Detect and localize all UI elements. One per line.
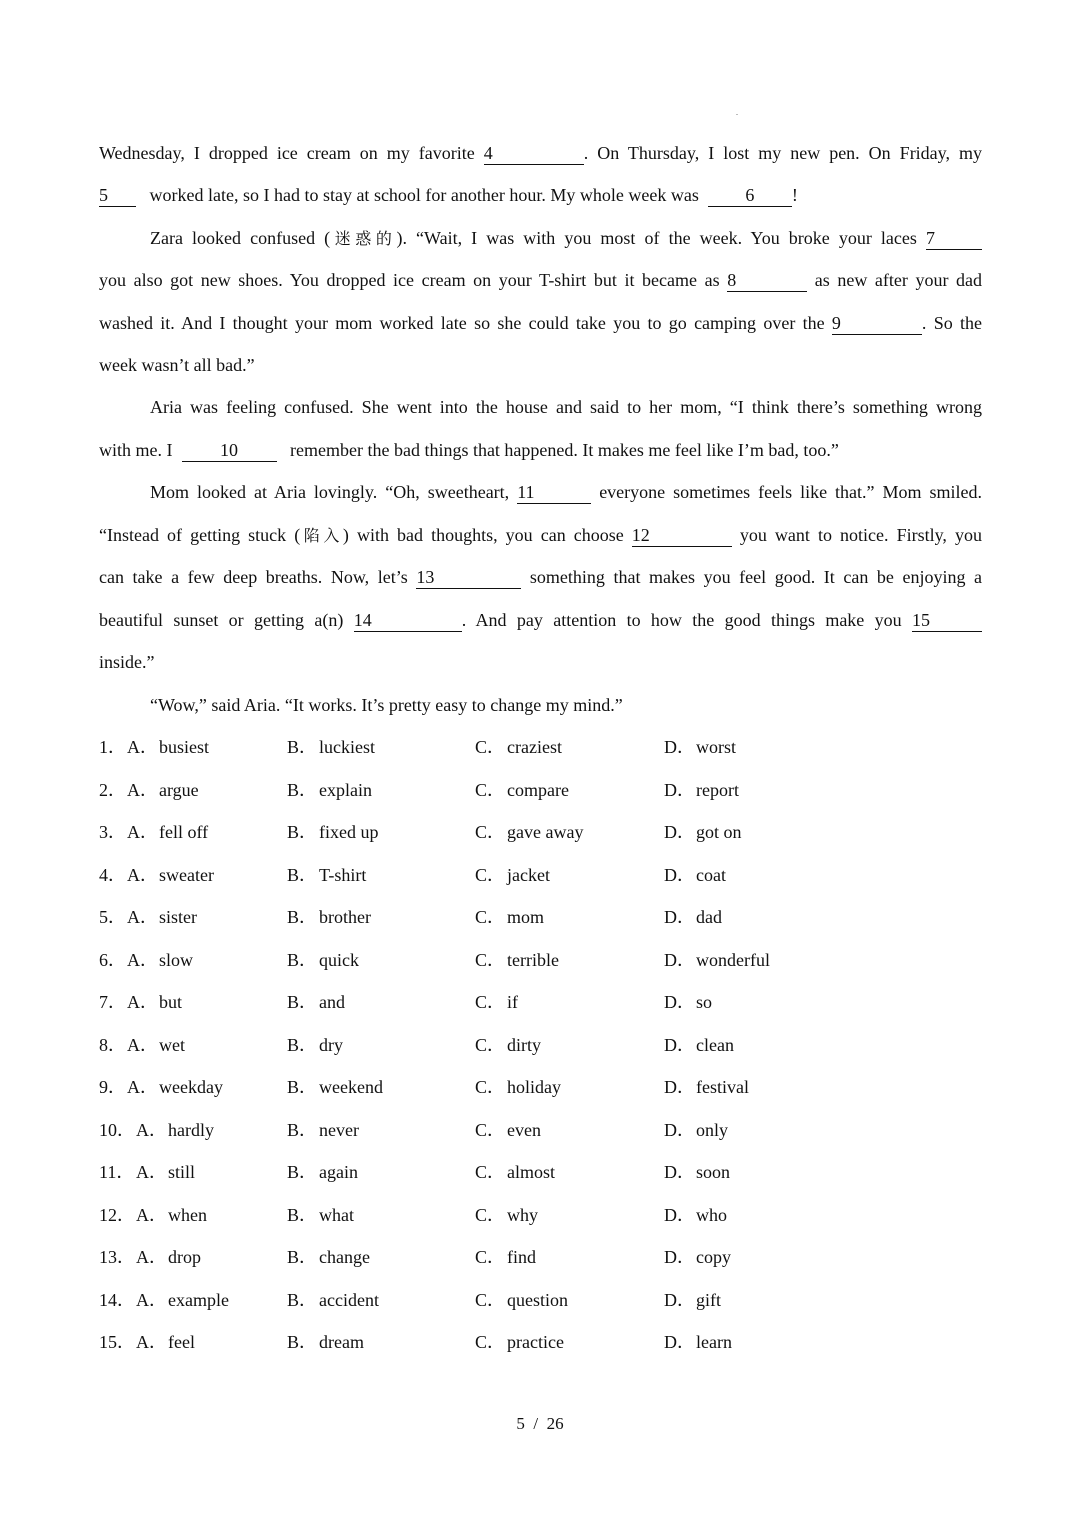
question-row [99,1285,899,1315]
page-total: 26 [546,1414,564,1433]
passage-text: “Instead of getting stuck ( [99,525,301,545]
blank-4: 4 [484,142,584,165]
passage-line-14 [99,690,982,720]
option-letter: D． [664,1162,695,1182]
option-letter: B． [287,1034,318,1055]
passage-text: beautiful sunset or getting a(n) [99,610,344,630]
option-text: fell off [159,822,209,842]
option-text: example [168,1289,229,1310]
option-b[interactable] [287,1200,354,1230]
option-text: coat [696,864,726,885]
option-letter: B． [287,949,318,970]
option-d[interactable] [664,817,742,847]
option-text: festival [696,1077,749,1097]
option-letter: D． [664,1289,695,1310]
option-letter: C． [475,1077,506,1097]
passage-line-12 [99,605,982,635]
option-c[interactable] [475,1200,538,1230]
option-letter: C． [475,1247,506,1267]
option-letter: C． [475,1119,506,1140]
question-row [99,1030,899,1060]
option-text: wet [159,1034,185,1055]
passage-text: washed it. And I thought your mom worked late so she could take you to go camping over the [99,313,825,333]
passage-text: ! [791,185,798,205]
option-text: change [319,1247,370,1267]
option-text: gave away [507,822,584,842]
option-text: explain [319,779,372,800]
option-letter: B． [287,992,318,1012]
passage-text: . And pay attention to how the good things make you [461,610,902,630]
option-letter: A． [127,737,158,757]
option-a[interactable] [136,1157,195,1187]
option-a[interactable] [136,1115,214,1145]
question-number: 5． [99,907,126,927]
passage-line-6 [99,350,982,380]
passage-text: “Wow,” said Aria. “It works. It’s pretty easy to change my mind.” [150,695,623,715]
option-d[interactable] [664,987,712,1017]
option-letter: C． [475,949,506,970]
passage-line-1 [99,138,982,168]
passage-text: something that makes you feel good. It can be enjoying a [529,567,983,587]
option-letter: D． [664,1332,695,1352]
option-b[interactable] [287,1285,379,1315]
option-letter: A． [127,907,158,927]
blank-5: 5 [99,184,136,207]
option-b[interactable] [287,775,372,805]
option-c[interactable] [475,1030,541,1060]
option-d[interactable] [664,1030,734,1060]
option-a[interactable] [127,732,209,762]
option-text: drop [168,1247,201,1267]
option-letter: D． [664,779,695,800]
passage-line-3 [99,223,982,253]
option-d[interactable] [664,1157,730,1187]
option-b[interactable] [287,1115,359,1145]
question-row [99,902,899,932]
option-text: sister [159,907,197,927]
page-footer [0,1410,1080,1438]
option-text: only [696,1119,729,1140]
option-text: find [507,1247,536,1267]
option-d[interactable] [664,1072,749,1102]
passage-text: with me. I [99,440,173,460]
option-b[interactable] [287,1242,370,1272]
option-d[interactable] [664,1327,732,1357]
option-a[interactable] [136,1200,207,1230]
option-b[interactable] [287,987,345,1017]
passage-text: . On Thursday, I lost my new pen. On Friday, my [583,143,983,163]
option-b[interactable] [287,1072,383,1102]
option-letter: C． [475,779,506,800]
passage-line-7 [99,392,982,422]
question-number: 14． [99,1289,135,1310]
option-letter: A． [136,1247,167,1267]
option-c[interactable] [475,1072,561,1102]
question-row [99,732,899,762]
option-text: compare [507,779,569,800]
option-text: weekday [159,1077,223,1097]
option-text: gift [696,1289,721,1310]
passage-text: Aria was feeling confused. She went into the house and said to her mom, “I think there’s something wrong [150,397,982,417]
option-c[interactable] [475,1242,536,1272]
passage-line-2 [99,180,982,210]
option-text: busiest [159,737,210,757]
option-a[interactable] [127,902,197,932]
option-letter: C． [475,992,506,1012]
option-text: clean [696,1034,734,1055]
option-letter: A． [127,949,158,970]
option-letter: C． [475,1162,506,1182]
scan-speck [736,114,738,115]
passage-text: Mom looked at Aria lovingly. “Oh, sweetheart, [150,482,510,502]
passage-line-4 [99,265,982,295]
passage-text: Wednesday, I dropped ice cream on my favorite [99,143,475,163]
option-letter: C． [475,737,506,757]
option-text: got on [696,822,742,842]
option-letter: B． [287,1247,318,1267]
question-row [99,987,899,1017]
blank-8: 8 [727,269,807,292]
passage-text: everyone sometimes feels like that.” Mom smiled. [599,482,983,502]
question-row [99,1072,899,1102]
option-text: dream [319,1332,364,1352]
option-c[interactable] [475,902,544,932]
option-letter: D． [664,1204,695,1225]
blank-10: 10 [182,439,277,462]
question-number: 7． [99,992,126,1012]
option-d[interactable] [664,732,736,762]
option-text: copy [696,1247,731,1267]
option-c[interactable] [475,1115,541,1145]
option-text: learn [696,1332,732,1352]
blank-12: 12 [632,524,732,547]
option-text: and [319,992,345,1012]
option-text: accident [319,1289,379,1310]
option-letter: A． [136,1289,167,1310]
option-text: when [168,1204,207,1225]
option-text: slow [159,949,194,970]
question-row [99,860,899,890]
option-text: but [159,992,183,1012]
option-text: brother [319,907,371,927]
option-text: who [696,1204,727,1225]
option-letter: A． [127,779,158,800]
question-row [99,1157,899,1187]
option-text: dry [319,1034,343,1055]
option-text: sweater [159,864,214,885]
option-text: dad [696,907,722,927]
page-number: 5 [516,1414,525,1433]
question-number: 8． [99,1034,126,1055]
option-text: worst [696,737,736,757]
option-text: never [319,1119,359,1140]
question-number: 12． [99,1204,135,1225]
option-text: what [319,1204,354,1225]
option-letter: D． [664,1077,695,1097]
option-letter: D． [664,992,695,1012]
option-letter: D． [664,1247,695,1267]
option-letter: B． [287,1332,318,1352]
option-letter: D． [664,907,695,927]
blank-15: 15 [912,609,982,632]
passage-line-13 [99,647,982,677]
option-text: still [168,1162,196,1182]
passage-line-8 [99,435,982,465]
option-letter: A． [127,822,158,842]
option-text: why [507,1204,538,1225]
option-letter: B． [287,907,318,927]
option-d[interactable] [664,775,739,805]
option-a[interactable] [127,817,208,847]
option-letter: D． [664,949,695,970]
option-a[interactable] [127,1030,185,1060]
question-number: 6． [99,949,126,970]
option-d[interactable] [664,902,722,932]
option-letter: B． [287,1289,318,1310]
option-b[interactable] [287,902,371,932]
option-d[interactable] [664,1242,731,1272]
option-letter: D． [664,864,695,885]
passage-text: Zara looked confused ( [150,228,331,248]
option-text: wonderful [696,949,770,970]
question-number: 15． [99,1332,135,1352]
option-letter: D． [664,1119,695,1140]
option-letter: C． [475,822,506,842]
option-d[interactable] [664,860,726,890]
option-text: hardly [168,1119,214,1140]
option-d[interactable] [664,1115,728,1145]
passage-text: . So the [921,313,982,333]
option-text: craziest [507,737,562,757]
option-letter: B． [287,737,318,757]
passage-line-9 [99,477,982,507]
question-number: 1． [99,737,126,757]
question-number: 4． [99,864,126,885]
option-a[interactable] [136,1327,195,1357]
passage-line-5 [99,308,982,338]
option-c[interactable] [475,1285,568,1315]
option-letter: A． [136,1162,167,1182]
option-a[interactable] [127,860,214,890]
question-number: 2． [99,779,126,800]
option-text: if [507,992,518,1012]
question-row [99,1327,899,1357]
option-letter: B． [287,1204,318,1225]
option-text: fixed up [319,822,379,842]
option-d[interactable] [664,1285,721,1315]
blank-7: 7 [926,227,982,250]
blank-13: 13 [416,566,521,589]
option-c[interactable] [475,945,559,975]
passage-text: ). “Wait, I was with you most of the week. You broke your laces [396,228,917,248]
option-text: jacket [507,864,550,885]
option-text: weekend [319,1077,383,1097]
question-number: 11． [99,1162,135,1182]
option-text: soon [696,1162,731,1182]
option-letter: B． [287,1119,318,1140]
option-letter: B． [287,822,318,842]
option-b[interactable] [287,1157,358,1187]
question-number: 3． [99,822,126,842]
option-letter: C． [475,1204,506,1225]
option-text: mom [507,907,545,927]
option-letter: D． [664,737,695,757]
option-c[interactable] [475,817,583,847]
option-letter: C． [475,1332,506,1352]
blank-11: 11 [517,481,591,504]
option-a[interactable] [127,1072,223,1102]
passage-text: inside.” [99,652,155,672]
option-text: so [696,992,713,1012]
option-letter: D． [664,822,695,842]
question-row [99,1115,899,1145]
option-letter: A． [136,1204,167,1225]
passage-text: remember the bad things that happened. It makes me feel like I’m bad, too.” [290,440,839,460]
option-text: practice [507,1332,564,1352]
option-text: report [696,779,739,800]
option-text: terrible [507,949,559,970]
option-letter: C． [475,1289,506,1310]
option-c[interactable] [475,775,569,805]
option-text: almost [507,1162,555,1182]
question-row [99,775,899,805]
option-text: dirty [507,1034,541,1055]
option-letter: A． [136,1119,167,1140]
passage-text: week wasn’t all bad.” [99,355,255,375]
passage-text: worked late, so I had to stay at school for another hour. My whole week was [149,185,699,205]
chinese-gloss: 迷惑的 [330,229,397,248]
option-text: argue [159,779,199,800]
option-text: even [507,1119,541,1140]
passage-line-11 [99,562,982,592]
option-letter: A． [127,864,158,885]
blank-14: 14 [354,609,462,632]
option-letter: B． [287,1077,318,1097]
passage-text: can take a few deep breaths. Now, let’s [99,567,408,587]
option-b[interactable] [287,732,375,762]
option-text: feel [168,1332,195,1352]
passage-text: you want to notice. Firstly, you [739,525,982,545]
option-c[interactable] [475,1157,555,1187]
question-number: 10． [99,1119,135,1140]
option-c[interactable] [475,1327,564,1357]
page-separator: / [533,1414,539,1433]
chinese-gloss: 陷入 [300,526,343,545]
option-d[interactable] [664,1200,727,1230]
question-number: 13． [99,1247,135,1267]
option-a[interactable] [136,1242,201,1272]
option-a[interactable] [136,1285,229,1315]
option-letter: A． [136,1332,167,1352]
option-a[interactable] [127,987,182,1017]
option-letter: C． [475,1034,506,1055]
passage-line-10 [99,520,982,550]
option-a[interactable] [127,945,193,975]
question-number: 9． [99,1077,126,1097]
option-letter: C． [475,864,506,885]
option-a[interactable] [127,775,199,805]
option-letter: A． [127,1034,158,1055]
option-text: holiday [507,1077,561,1097]
option-c[interactable] [475,860,550,890]
passage-text: you also got new shoes. You dropped ice cream on your T-shirt but it became as [99,270,720,290]
option-b[interactable] [287,1030,343,1060]
option-letter: B． [287,864,318,885]
option-text: question [507,1289,568,1310]
option-b[interactable] [287,1327,364,1357]
option-b[interactable] [287,817,378,847]
option-letter: B． [287,779,318,800]
option-letter: A． [127,992,158,1012]
question-row [99,945,899,975]
option-text: luckiest [319,737,375,757]
question-row [99,1200,899,1230]
option-letter: C． [475,907,506,927]
option-d[interactable] [664,945,770,975]
passage-text: ) with bad thoughts, you can choose [342,525,624,545]
question-row [99,1242,899,1272]
option-text: T-shirt [319,864,367,885]
option-letter: A． [127,1077,158,1097]
option-letter: B． [287,1162,318,1182]
question-row [99,817,899,847]
option-c[interactable] [475,732,562,762]
option-text: again [319,1162,358,1182]
option-letter: D． [664,1034,695,1055]
option-text: quick [319,949,359,970]
blank-9: 9 [832,312,922,335]
blank-6: 6 [708,184,792,207]
option-b[interactable] [287,945,359,975]
option-b[interactable] [287,860,366,890]
option-c[interactable] [475,987,518,1017]
passage-text: as new after your dad [814,270,983,290]
